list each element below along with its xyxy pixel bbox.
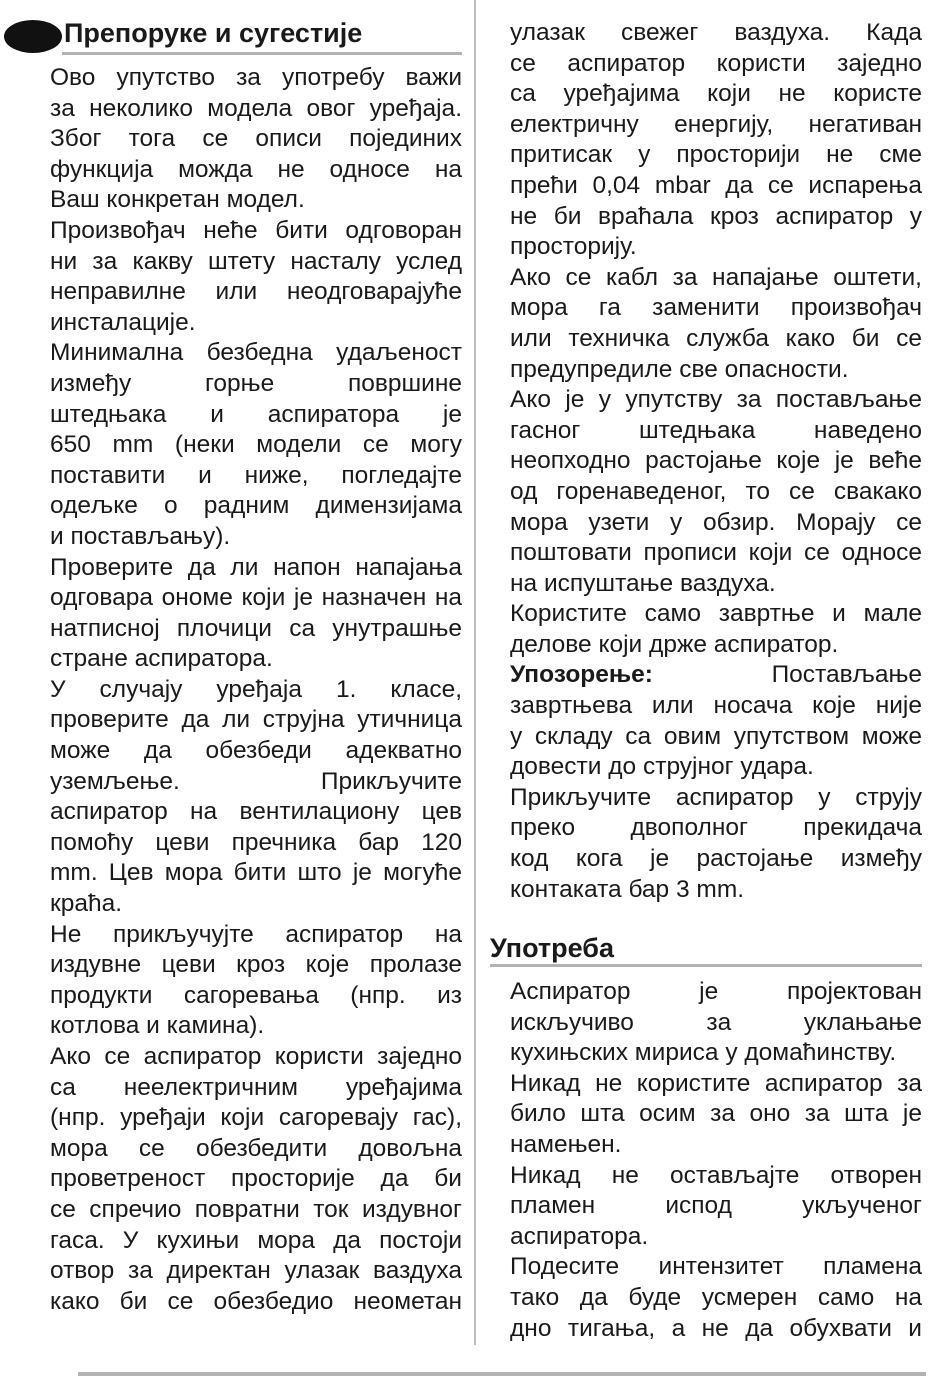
- text-line: за неколико модела овог уређаја.: [50, 94, 462, 122]
- text-line: инсталације.: [50, 308, 196, 336]
- text-line: натписној плочици са унутрашње: [50, 614, 462, 642]
- paragraph: [510, 263, 922, 385]
- text-line: са неелектричним уређајима: [50, 1073, 462, 1101]
- text-line: поштовати прописи који се односе: [510, 539, 922, 567]
- text-line: делове који држе аспиратор.: [510, 630, 839, 658]
- paragraph: [510, 783, 922, 905]
- text-line: издувне цеви кроз које пролазе: [50, 951, 462, 979]
- warning-paragraph: [510, 660, 922, 782]
- text-line: код кога је растојање између: [510, 845, 922, 873]
- text-line: не би враћала кроз аспиратор у: [510, 202, 922, 230]
- paragraph: [50, 553, 462, 675]
- paragraph: [50, 63, 462, 216]
- usage-text-column: [510, 977, 922, 1344]
- text-line: притисак у просторији не сме: [510, 141, 922, 169]
- text-line: аспиратор на вентилациону цев: [50, 798, 462, 826]
- text-line: се спречио повратни ток издувног: [50, 1195, 462, 1223]
- text-line: краћа.: [50, 890, 123, 918]
- section-bullet: [4, 20, 62, 53]
- text-line: мора узети у обзир. Морају се: [510, 508, 922, 536]
- text-line: продукти сагоревања (нпр. из: [50, 981, 462, 1009]
- text-line: улазак свежег ваздуха. Када: [510, 19, 922, 46]
- text-line: предупредиле све опасности.: [510, 355, 849, 383]
- text-line: дно тигања, а не да обухвати и: [510, 1314, 922, 1342]
- text-line: прећи 0,04 mbar да се испарења: [510, 171, 922, 199]
- text-line: мора се обезбедити довољна: [50, 1134, 462, 1162]
- text-line: Проверите да ли напон напајања: [50, 553, 462, 581]
- text-line: мора га заменити произвођач: [510, 294, 922, 322]
- text-line: може да обезбеди адекватно: [50, 737, 462, 765]
- text-line: у складу са овим упутством може: [510, 722, 922, 750]
- text-line: Подесите интензитет пламена: [510, 1253, 922, 1281]
- paragraph: [510, 385, 922, 599]
- paragraph: [50, 338, 462, 552]
- text-line: контаката бар 3 mm.: [510, 875, 745, 903]
- paragraph: [50, 675, 462, 920]
- paragraph: [50, 216, 462, 338]
- text-line: Произвођач неће бити одговоран: [50, 216, 462, 244]
- paragraph: [510, 18, 922, 263]
- text-line: mm. Цев мора бити што је могуће: [50, 859, 462, 887]
- text-line: кухињских мириса у домаћинству.: [510, 1039, 897, 1067]
- text-line: помоћу цеви пречника бар 120: [50, 828, 462, 856]
- text-line: Ако је у упутству за постављање: [510, 386, 922, 414]
- paragraph: [510, 1252, 922, 1344]
- text-line: Ово упутство за употребу важи: [50, 64, 462, 91]
- text-line: пламен испод укљученог: [510, 1192, 922, 1220]
- section-title-recommendations: Препоруке и сугестије: [64, 18, 363, 48]
- text-line: отвор за директан улазак ваздуха: [50, 1257, 462, 1285]
- paragraph: [510, 977, 922, 1069]
- text-line: ни за какву штету насталу услед: [50, 247, 462, 275]
- text-line: тако да буде усмерен само на: [510, 1283, 922, 1311]
- text-line: Аспиратор је пројектован: [510, 978, 922, 1005]
- text-line: У случају уређаја 1. класе,: [50, 675, 462, 703]
- text-line: или техничка служба како би се: [510, 324, 922, 352]
- text-line: неправилне или неодговарајуће: [50, 278, 462, 306]
- text-line: просторију.: [510, 233, 637, 261]
- paragraph: [510, 1161, 922, 1253]
- text-line: електричну енергију, негативан: [510, 110, 922, 138]
- text-line: Због тога се описи појединих: [50, 125, 462, 153]
- text-line: намењен.: [510, 1130, 622, 1158]
- text-line: и постављању).: [50, 522, 231, 550]
- paragraph: [510, 599, 922, 660]
- text-line: 650 mm (неки модели се могу: [50, 431, 462, 459]
- text-line: Ваш конкретан модел.: [50, 186, 305, 214]
- text-line: проветреност просторије да би: [50, 1165, 462, 1193]
- text-line: функција можда не односе на: [50, 155, 462, 183]
- text-line: одељке о радним димензијама: [50, 492, 462, 520]
- paragraph: [510, 1069, 922, 1161]
- text-line: од горенаведеног, то се свакако: [510, 477, 922, 505]
- text-line: Користите само завртње и мале: [510, 600, 922, 628]
- section-title-underline: [62, 52, 462, 55]
- text-line: Никад не користите аспиратор за: [510, 1069, 922, 1097]
- text-line: довести до струјног удара.: [510, 753, 814, 781]
- text-line: (нпр. уређаји који сагоревају гас),: [50, 1104, 462, 1132]
- warning-label: Упозорење:: [510, 661, 653, 689]
- section-title-usage: Употреба: [490, 933, 614, 963]
- text-line: неопходно растојање које је веће: [510, 447, 922, 475]
- text-line: [510, 660, 922, 691]
- text-line: гасног штедњака наведено: [510, 416, 922, 444]
- text-line: котлова и камина).: [50, 1012, 265, 1040]
- page-bottom-rule: [78, 1372, 926, 1376]
- text-line: Ако се кабл за напајање оштети,: [510, 263, 922, 291]
- column-divider: [474, 0, 476, 1345]
- text-line: стране аспиратора.: [50, 645, 273, 673]
- warning-text-start: Постављање: [771, 661, 922, 689]
- text-line: одговара ономе који је назначен на: [50, 584, 462, 612]
- text-line: између горње површине: [50, 369, 462, 397]
- text-line: завртњева или носача које није: [510, 692, 922, 720]
- text-line: преко двополног прекидача: [510, 814, 922, 842]
- text-line: аспиратора.: [510, 1222, 649, 1250]
- right-text-column: [510, 18, 922, 905]
- text-line: Прикључите аспиратор у струју: [510, 783, 922, 811]
- left-text-column: [50, 63, 462, 1317]
- paragraph: [50, 1042, 462, 1317]
- paragraph: [50, 920, 462, 1042]
- text-line: Минимална безбедна удаљеност: [50, 339, 462, 367]
- text-line: Ако се аспиратор користи заједно: [50, 1043, 462, 1070]
- text-line: уземљење. Прикључите: [50, 767, 462, 795]
- text-line: штедњака и аспиратора је: [50, 400, 462, 428]
- text-line: како би се обезбедио неометан: [50, 1287, 462, 1315]
- text-line: поставити и ниже, погледајте: [50, 461, 462, 489]
- text-line: са уређајима који не користе: [510, 80, 922, 108]
- text-line: било шта осим за оно за шта је: [510, 1100, 922, 1128]
- text-line: искључиво за уклањање: [510, 1008, 922, 1036]
- text-line: на испуштање ваздуха.: [510, 569, 776, 597]
- text-line: проверите да ли струјна утичница: [50, 706, 462, 734]
- text-line: се аспиратор користи заједно: [510, 49, 922, 77]
- text-line: гаса. У кухињи мора да постоји: [50, 1226, 462, 1254]
- usage-title-underline: [490, 964, 922, 967]
- text-line: Не прикључујте аспиратор на: [50, 920, 462, 948]
- text-line: Никад не остављајте отворен: [510, 1161, 922, 1189]
